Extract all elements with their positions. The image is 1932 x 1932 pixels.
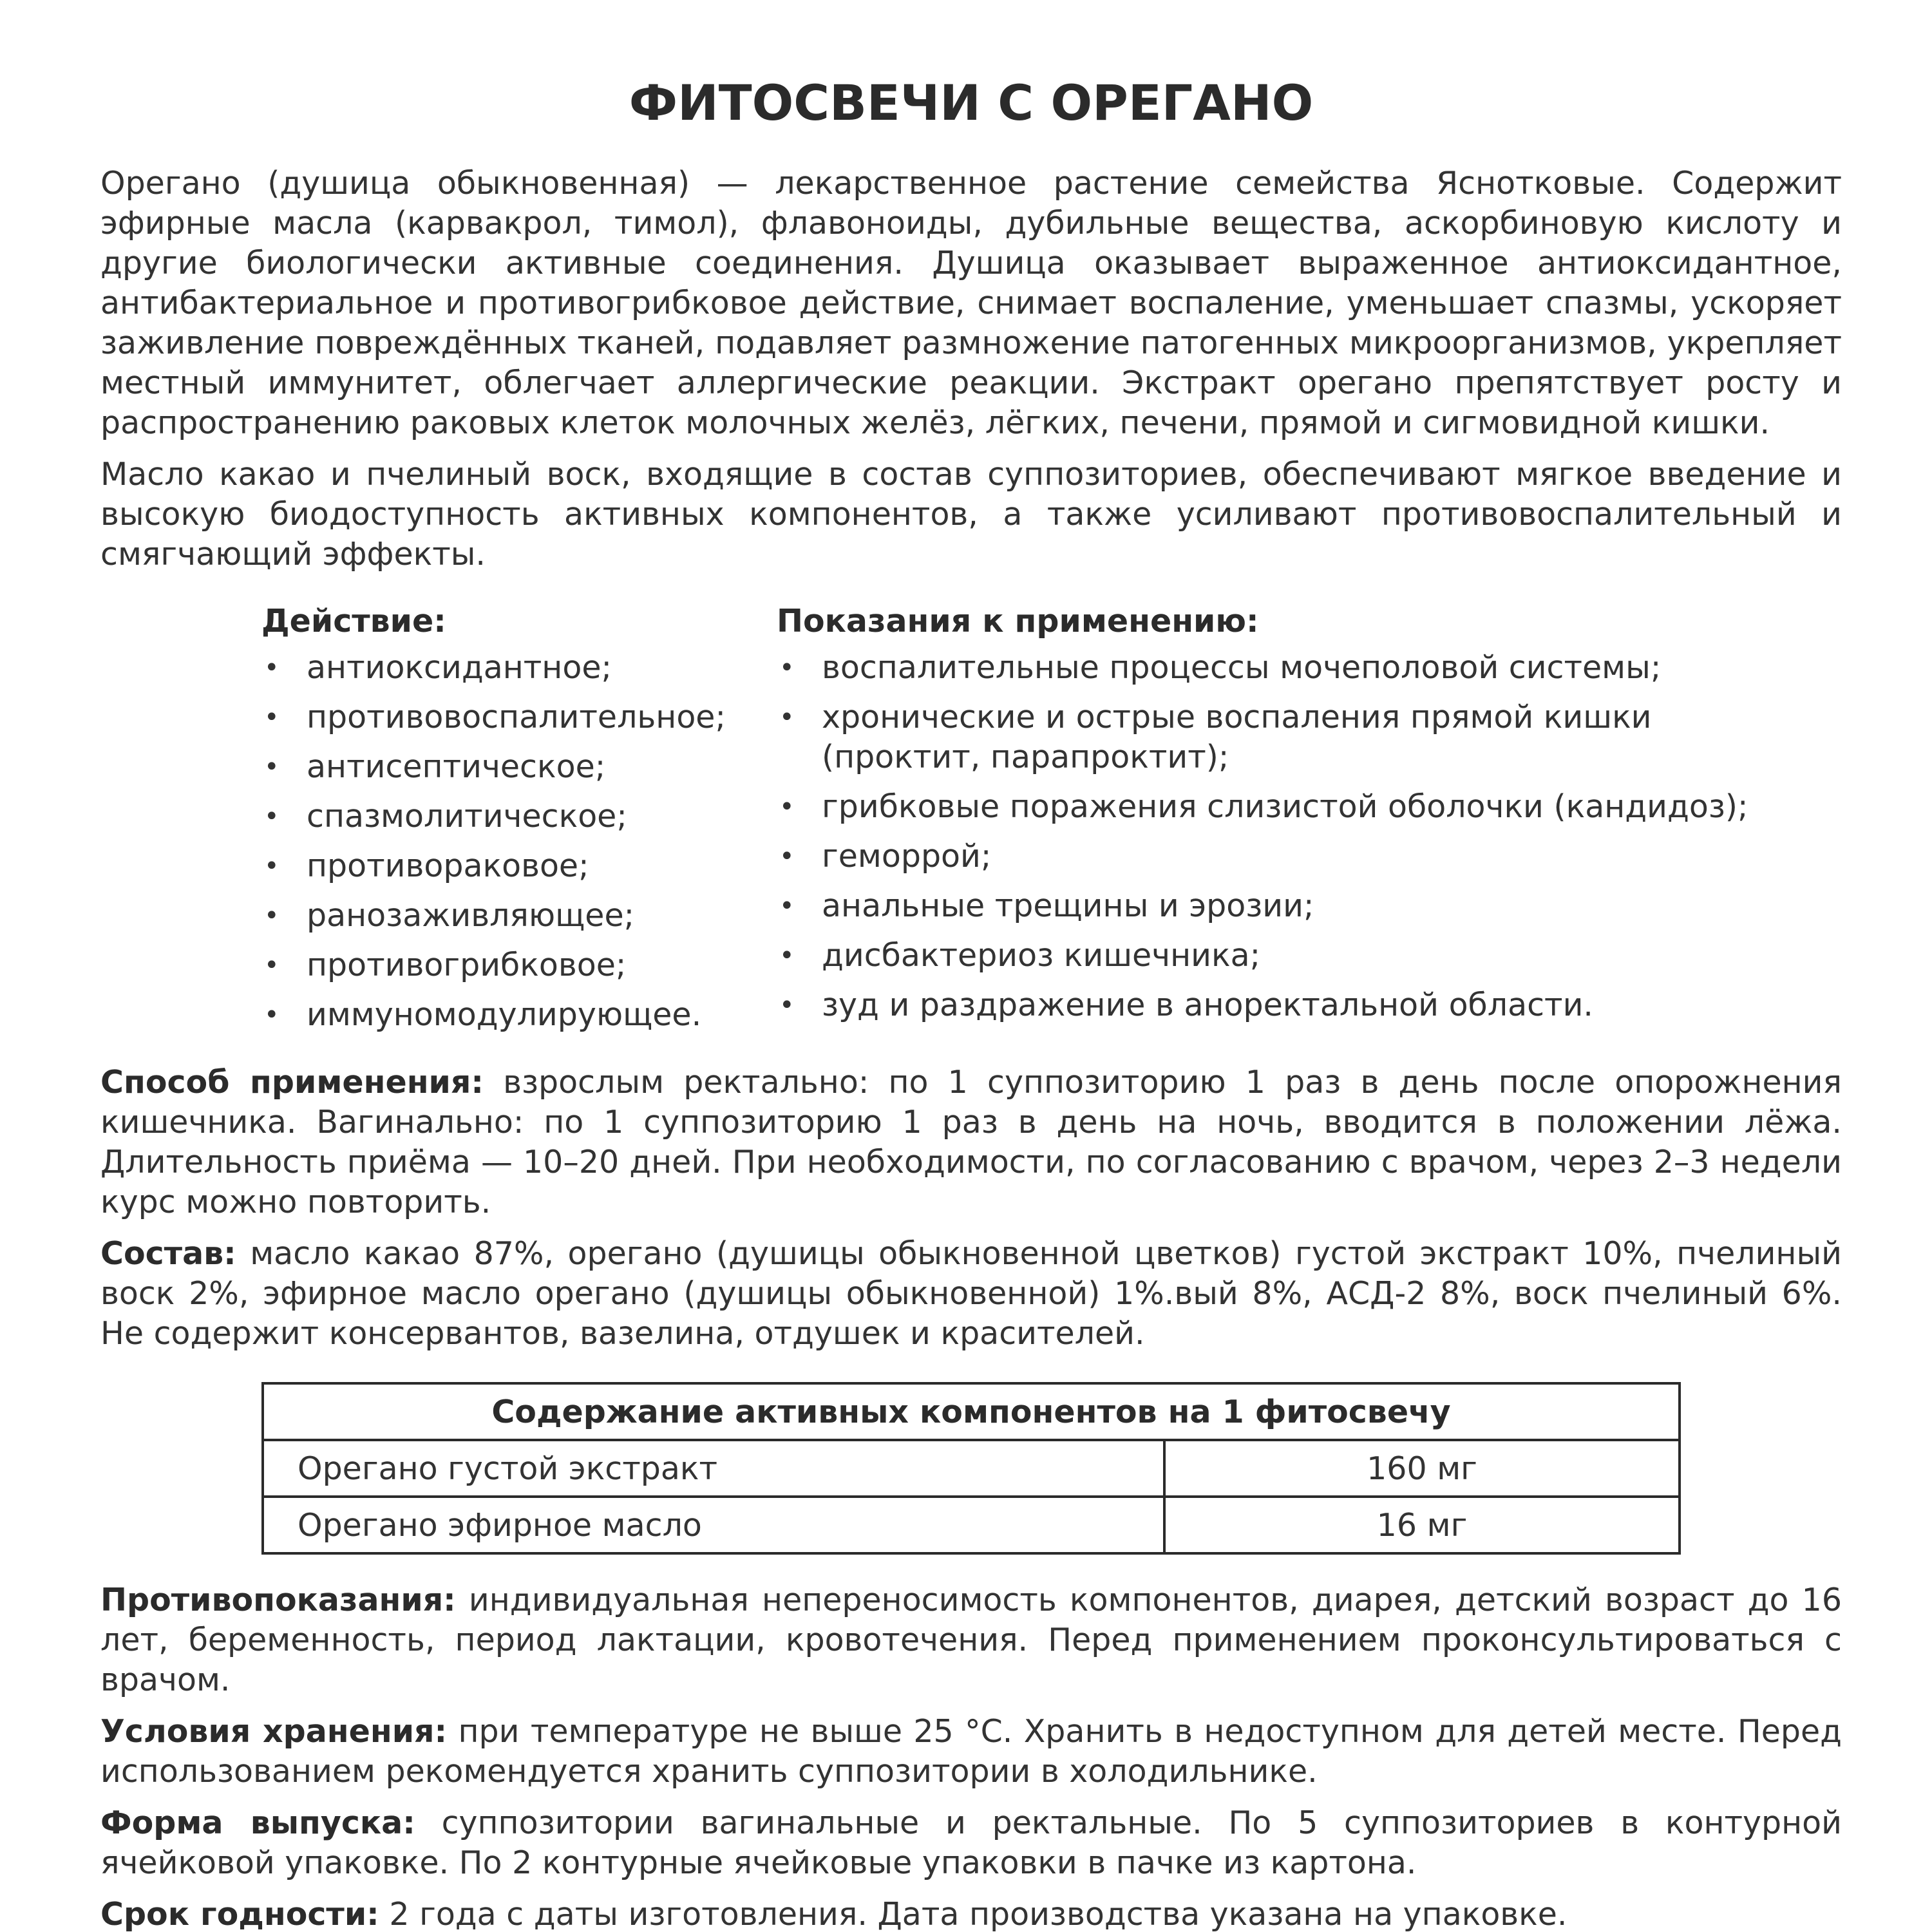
usage-paragraph bbox=[100, 1063, 1842, 1222]
action-list bbox=[261, 648, 777, 1035]
bullet-icon: • bbox=[779, 891, 795, 921]
list-item: • геморрой; bbox=[777, 837, 1807, 876]
form-paragraph bbox=[100, 1803, 1842, 1883]
indications-column bbox=[777, 599, 1807, 1045]
list-item: • спазмолитическое; bbox=[261, 797, 777, 837]
composition-paragraph bbox=[100, 1234, 1842, 1354]
list-item: • хронические и острые воспаления прямой кишки (проктит, парапроктит); bbox=[779, 699, 1652, 775]
bullet-icon: • bbox=[264, 653, 279, 683]
active-components-table bbox=[261, 1382, 1681, 1555]
table-row bbox=[263, 1440, 1680, 1497]
indications-heading: Показания к применению: bbox=[777, 603, 1259, 639]
list-item: • зуд и раздражение в аноректальной области. bbox=[777, 985, 1807, 1025]
bullet-icon: • bbox=[264, 851, 279, 881]
bullet-icon: • bbox=[264, 901, 279, 931]
intro-paragraph-1: Орегано (душица обыкновенная) — лекарственное растение семейства Яснотковые. Содержит эфирные масла (карвакрол, тимол), флавоноиды, дубильные вещества, аскорбиновую кислоту и другие биологически активные соединения. Душица оказывает выраженное антиоксидантное, антибактериальное и противогрибковое действие, снимает воспаление, уменьшает спазмы, ускоряет заживление повреждённых тканей, подавляет размножение патогенных микроорганизмов, укрепляет местный иммунитет, облегчает аллергические реакции. Экстракт орегано препятствует росту и распространению раковых клеток молочных желёз, лёгких, печени, прямой и сигмовидной кишки. bbox=[100, 165, 1842, 441]
component-name: Орегано эфирное масло bbox=[263, 1497, 1164, 1553]
action-heading: Действие: bbox=[261, 603, 446, 639]
intro-paragraph-2: Масло какао и пчелиный воск, входящие в состав суппозиториев, обеспечивают мягкое введение и высокую биодоступность активных компонентов, а также усиливают противовоспалительный и смягчающий эффекты. bbox=[100, 456, 1842, 573]
action-column bbox=[261, 599, 777, 1045]
composition-label: Состав: bbox=[100, 1235, 236, 1272]
bullet-icon: • bbox=[264, 802, 279, 831]
contraindications-paragraph bbox=[100, 1580, 1842, 1700]
bullet-icon: • bbox=[264, 752, 279, 782]
bullet-icon: • bbox=[779, 703, 795, 732]
table-header: Содержание активных компонентов на 1 фитосвечу bbox=[263, 1383, 1680, 1440]
page-title: ФИТОСВЕЧИ С ОРЕГАНО bbox=[629, 74, 1314, 131]
list-item: • ранозаживляющее; bbox=[261, 896, 777, 936]
storage-label: Условия хранения: bbox=[100, 1713, 448, 1750]
bullet-icon: • bbox=[779, 653, 795, 683]
list-item: • антисептическое; bbox=[261, 747, 777, 787]
bullet-icon: • bbox=[264, 951, 279, 980]
usage-text: взрослым ректально: по 1 суппозиторию 1 раз в день после опорожнения кишечника. Вагинально: по 1 суппозиторию 1 раз в день на ночь, вводится в положении лёжа. Длительность приёма — 10–20 дней. При необходимости, по согласованию с врачом, через 2–3 недели курс можно повторить. bbox=[100, 1064, 1842, 1220]
list-item: • воспалительные процессы мочеполовой системы; bbox=[777, 648, 1807, 688]
list-item: • грибковые поражения слизистой оболочки (кандидоз); bbox=[777, 787, 1807, 827]
component-value: 16 мг bbox=[1164, 1497, 1680, 1553]
list-item: • противогрибковое; bbox=[261, 945, 777, 985]
bullet-icon: • bbox=[779, 941, 795, 971]
shelf-life-label: Срок годности: bbox=[100, 1896, 379, 1932]
document-page bbox=[100, 71, 1842, 1932]
bullet-icon: • bbox=[779, 990, 795, 1020]
form-text: суппозитории вагинальные и ректальные. По 5 суппозиториев в контурной ячейковой упаковке. По 2 контурные ячейковые упаковки в пачке из картона. bbox=[100, 1804, 1842, 1881]
form-label: Форма выпуска: bbox=[100, 1804, 415, 1841]
composition-text: масло какао 87%, орегано (душицы обыкновенной цветков) густой экстракт 10%, пчелиный воск 2%, эфирное масло орегано (душицы обыкновенной) 1%.вый 8%, АСД-2 8%, воск пчелиный 6%. Не содержит консервантов, вазелина, отдушек и красителей. bbox=[100, 1235, 1842, 1352]
two-column-lists bbox=[261, 599, 1842, 1045]
storage-text: при температуре не выше 25 °С. Хранить в недоступном для детей месте. Перед использованием рекомендуется хранить суппозитории в холодильнике. bbox=[100, 1713, 1842, 1790]
contraindications-label: Противопоказания: bbox=[100, 1582, 456, 1618]
table-row bbox=[263, 1497, 1680, 1553]
contraindications-text: индивидуальная непереносимость компонентов, диарея, детский возраст до 16 лет, беременность, период лактации, кровотечения. Перед применением проконсультироваться с врачом. bbox=[100, 1582, 1842, 1698]
list-item: • противораковое; bbox=[261, 846, 777, 886]
bullet-icon: • bbox=[264, 703, 279, 732]
component-name: Орегано густой экстракт bbox=[263, 1440, 1164, 1497]
bullet-icon: • bbox=[779, 842, 795, 871]
list-item: • иммуномодулирующее. bbox=[261, 995, 777, 1035]
list-item: • дисбактериоз кишечника; bbox=[777, 936, 1807, 976]
usage-label: Способ применения: bbox=[100, 1064, 484, 1101]
component-value: 160 мг bbox=[1164, 1440, 1680, 1497]
bullet-icon: • bbox=[264, 1000, 279, 1030]
list-item: • анальные трещины и эрозии; bbox=[777, 886, 1807, 926]
shelf-life-text: 2 года с даты изготовления. Дата производства указана на упаковке. bbox=[379, 1896, 1567, 1932]
storage-paragraph bbox=[100, 1712, 1842, 1792]
shelf-life-paragraph bbox=[100, 1895, 1842, 1932]
list-item: • антиоксидантное; bbox=[261, 648, 777, 688]
bullet-icon: • bbox=[779, 792, 795, 822]
indications-list bbox=[777, 648, 1807, 1025]
list-item: • противовоспалительное; bbox=[261, 697, 777, 737]
table-header-row bbox=[263, 1383, 1680, 1440]
